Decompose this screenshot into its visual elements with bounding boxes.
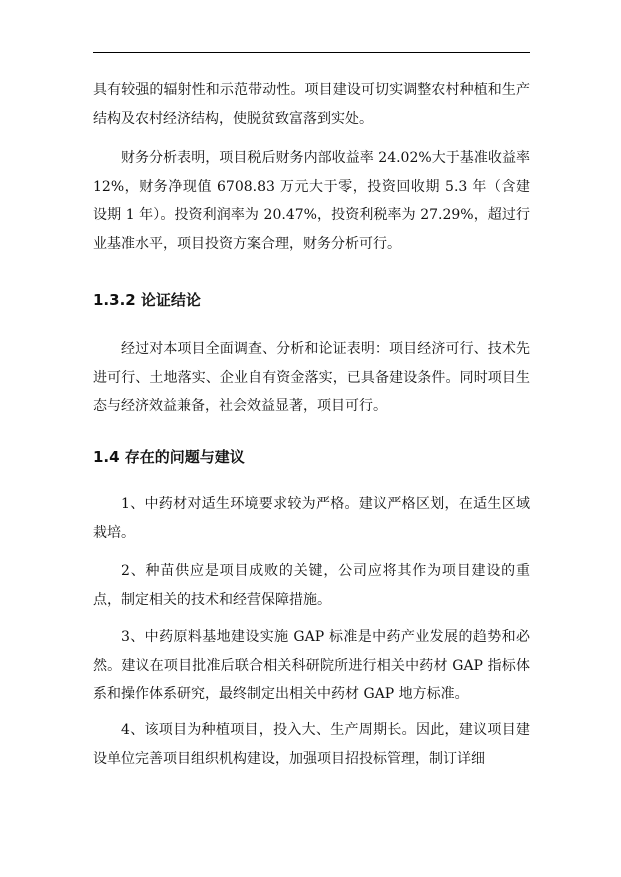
header-rule (93, 52, 530, 53)
paragraph-financial-analysis: 财务分析表明，项目税后财务内部收益率 24.02%大于基准收益率 12%，财务净现值 6708.83 万元大于零，投资回收期 5.3 年（含建设期 1 年）。投资利润率为 20.47%，投资利税率为 27.29%，超过行业基准水平，项目投资方案合理，财务分析可行。 (93, 150, 530, 252)
paragraph-conclusion: 经过对本项目全面调查、分析和论证表明：项目经济可行、技术先进可行、土地落实、企业自有资金落实，已具备建设条件。同时项目生态与经济效益兼备，社会效益显著，项目可行。 (93, 341, 530, 414)
section-heading-1-4: 1.4 存在的问题与建议 (93, 448, 245, 466)
paragraph-radiation: 具有较强的辐射性和示范带动性。项目建设可切实调整农村种植和生产结构及农村经济结构，使脱贫致富落到实处。 (93, 82, 530, 127)
section-heading-1-3-2: 1.3.2 论证结论 (93, 291, 201, 309)
list-item-4: 4、该项目为种植项目，投入大、生产周期长。因此，建议项目建设单位完善项目组织机构建设，加强项目招投标管理，制订详细 (93, 722, 530, 767)
list-item-1: 1、中药材对适生环境要求较为严格。建议严格区划，在适生区域栽培。 (93, 496, 530, 541)
list-item-2: 2、种苗供应是项目成败的关键，公司应将其作为项目建设的重点，制定相关的技术和经营保障措施。 (93, 563, 530, 608)
list-item-3: 3、中药原料基地建设实施 GAP 标准是中药产业发展的趋势和必然。建议在项目批准后联合相关科研院所进行相关中药材 GAP 指标体系和操作体系研究，最终制定出相关中药材 GAP 地方标准。 (93, 629, 530, 702)
